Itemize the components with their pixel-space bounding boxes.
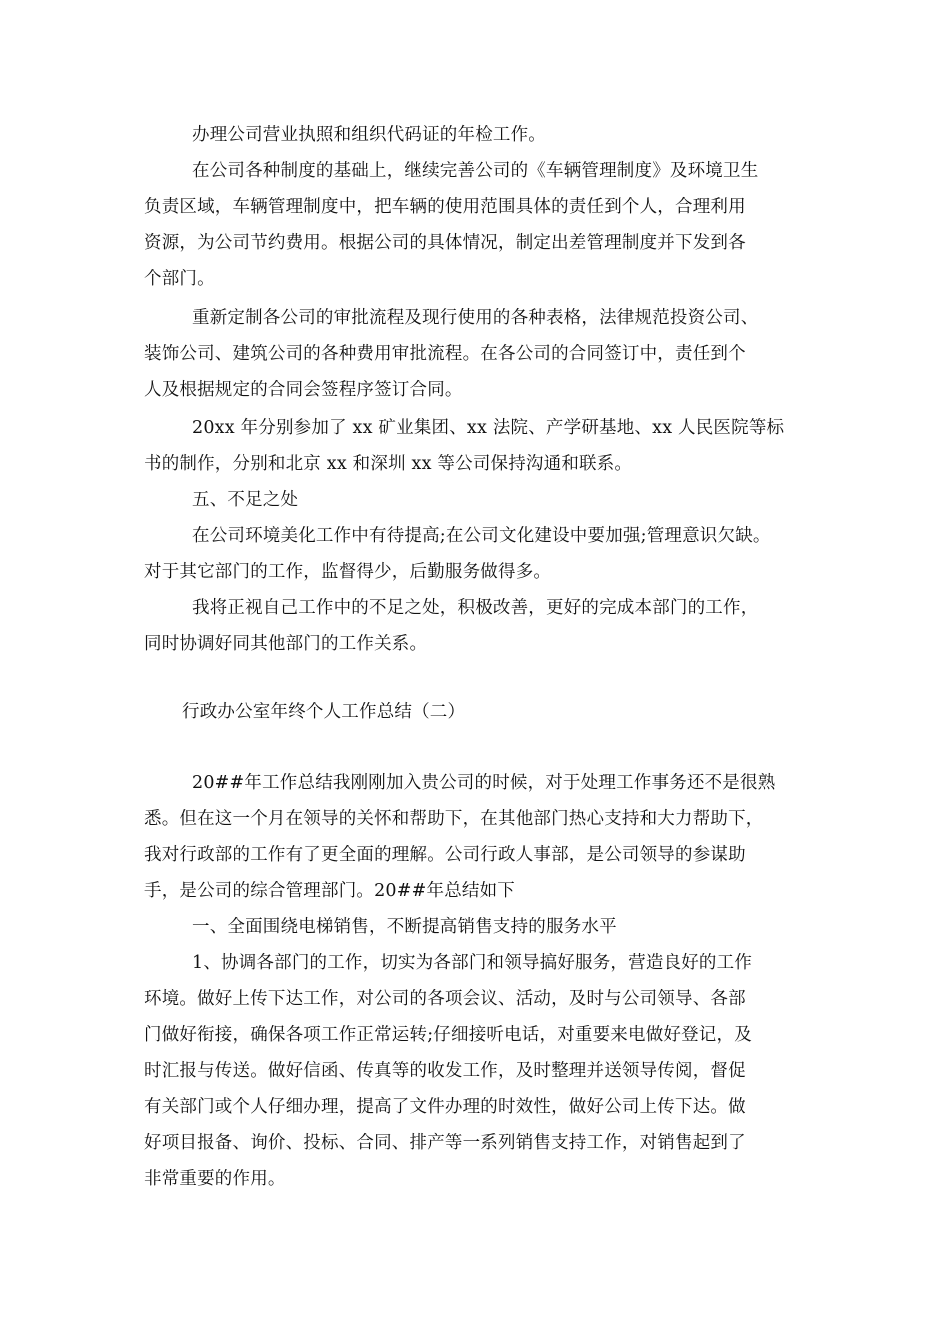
paragraph-line: 在公司各种制度的基础上，继续完善公司的《车辆管理制度》及环境卫生 <box>192 161 759 181</box>
paragraph-line: 负责区域，车辆管理制度中，把车辆的使用范围具体的责任到个人，合理利用 <box>144 197 746 217</box>
paragraph-line: 时汇报与传送。做好信函、传真等的收发工作，及时整理并送领导传阅，督促 <box>144 1061 746 1081</box>
paragraph-line: 好项目报备、询价、投标、合同、排产等一系列销售支持工作，对销售起到了 <box>144 1133 746 1153</box>
paragraph-line: 环境。做好上传下达工作，对公司的各项会议、活动，及时与公司领导、各部 <box>144 989 746 1009</box>
paragraph-line: 悉。但在这一个月在领导的关怀和帮助下，在其他部门热心支持和大力帮助下， <box>144 809 764 829</box>
paragraph-line: 1、协调各部门的工作，切实为各部门和领导搞好服务，营造良好的工作 <box>192 953 753 973</box>
section-heading: 五、不足之处 <box>192 490 299 510</box>
document-title: 行政办公室年终个人工作总结（二） <box>182 702 466 722</box>
section-heading: 一、全面围绕电梯销售，不断提高销售支持的服务水平 <box>192 917 617 937</box>
paragraph-line: 个部门。 <box>144 269 215 289</box>
paragraph-line: 同时协调好同其他部门的工作关系。 <box>144 634 428 654</box>
paragraph-line: 有关部门或个人仔细办理，提高了文件办理的时效性，做好公司上传下达。做 <box>144 1097 746 1117</box>
paragraph-line: 对于其它部门的工作，监督得少，后勤服务做得多。 <box>144 562 552 582</box>
paragraph-line: 办理公司营业执照和组织代码证的年检工作。 <box>192 125 546 145</box>
paragraph-line: 我对行政部的工作有了更全面的理解。公司行政人事部，是公司领导的参谋助 <box>144 845 746 865</box>
paragraph-line: 门做好衔接，确保各项工作正常运转;仔细接听电话，对重要来电做好登记，及 <box>144 1025 752 1045</box>
paragraph-line: 手，是公司的综合管理部门。20##年总结如下 <box>144 881 515 901</box>
paragraph-line: 20##年工作总结我刚刚加入贵公司的时候，对于处理工作事务还不是很熟 <box>192 773 776 793</box>
paragraph-line: 我将正视自己工作中的不足之处，积极改善，更好的完成本部门的工作， <box>192 598 759 618</box>
paragraph-line: 书的制作，分别和北京 xx 和深圳 xx 等公司保持沟通和联系。 <box>144 454 633 474</box>
paragraph-line: 人及根据规定的合同会签程序签订合同。 <box>144 380 463 400</box>
paragraph-line: 非常重要的作用。 <box>144 1169 286 1189</box>
paragraph-line: 20xx 年分别参加了 xx 矿业集团、xx 法院、产学研基地、xx 人民医院等标 <box>192 418 785 438</box>
paragraph-line: 装饰公司、建筑公司的各种费用审批流程。在各公司的合同签订中，责任到个 <box>144 344 746 364</box>
paragraph-line: 重新定制各公司的审批流程及现行使用的各种表格，法律规范投资公司、 <box>192 308 759 328</box>
paragraph-line: 资源，为公司节约费用。根据公司的具体情况，制定出差管理制度并下发到各 <box>144 233 746 253</box>
paragraph-line: 在公司环境美化工作中有待提高;在公司文化建设中要加强;管理意识欠缺。 <box>192 526 771 546</box>
